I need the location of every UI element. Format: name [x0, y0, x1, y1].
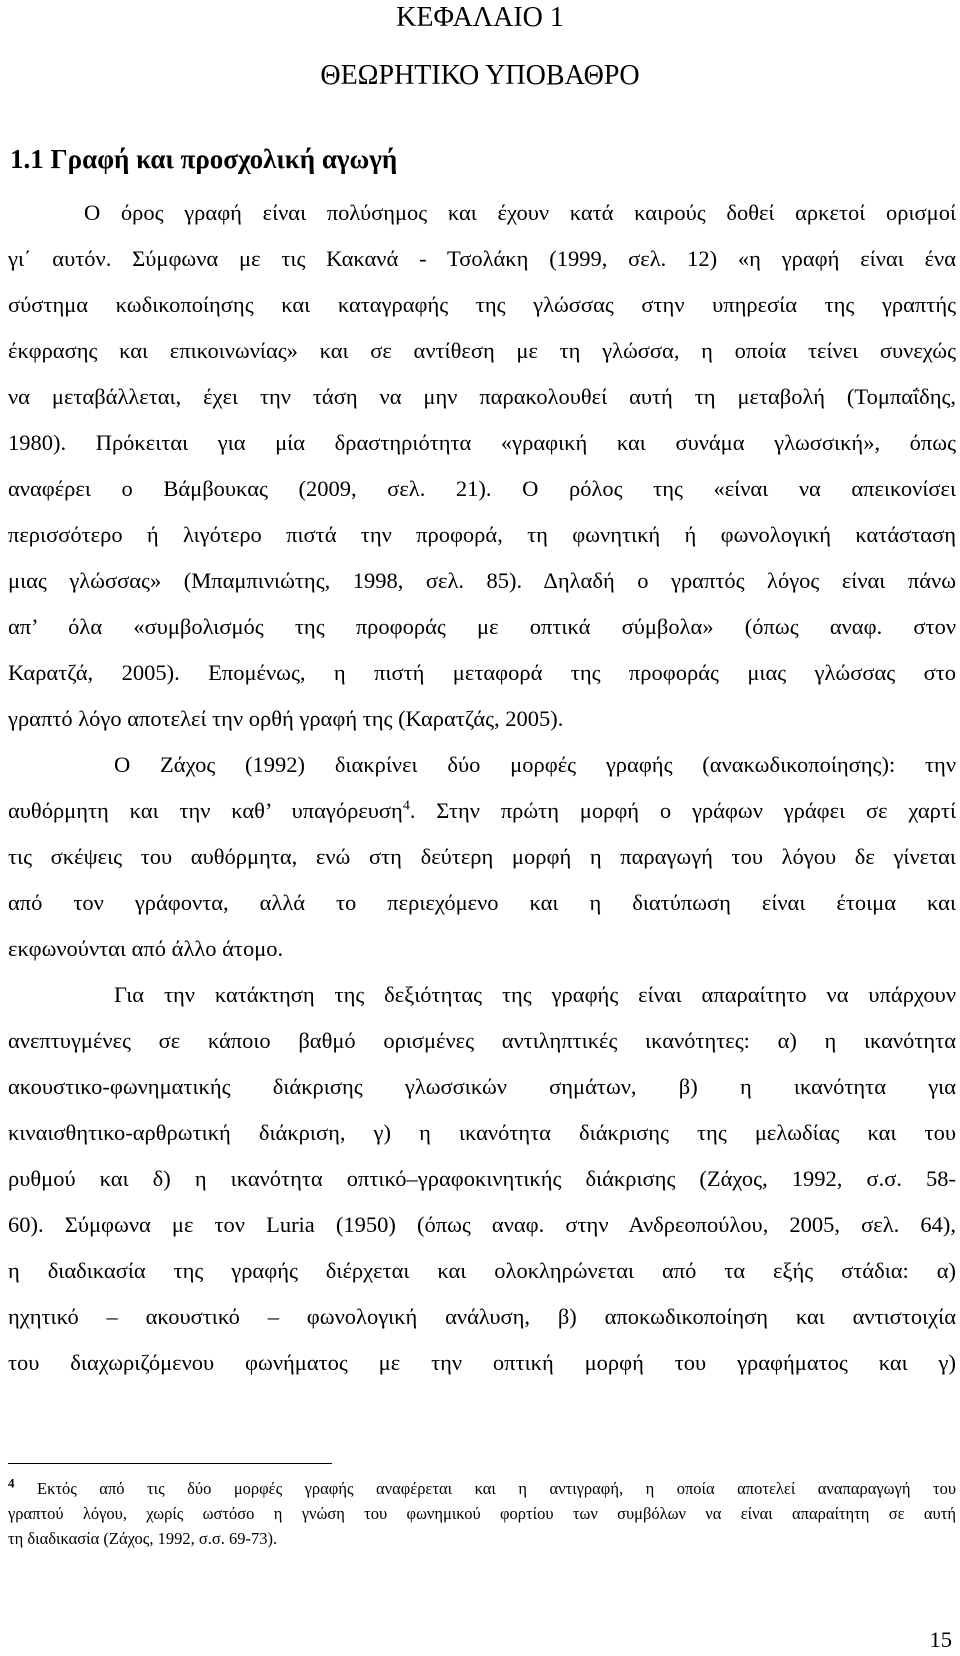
paragraph-line: γραπτό λόγο αποτελεί την ορθή γραφή της (Καρατζάς, 2005).	[8, 706, 564, 731]
paragraph-line: αναφέρει ο Βάμβουκας (2009, σελ. 21). Ο ρόλος της «είναι να απεικονίσει	[8, 476, 956, 501]
paragraph-line: η διαδικασία της γραφής διέρχεται και ολοκληρώνεται από τα εξής στάδια: α)	[8, 1258, 956, 1283]
paragraph-line: εκφωνούνται από άλλο άτομο.	[8, 936, 284, 961]
paragraph-line: Για την κατάκτηση της δεξιότητας της γραφής είναι απαραίτητο να υπάρχουν	[114, 982, 956, 1007]
paragraph-line: κιναισθητικο-αρθρωτική διάκριση, γ) η ικανότητα διάκρισης της μελωδίας και του	[8, 1120, 956, 1145]
paragraph-line: 1980). Πρόκειται για μία δραστηριότητα «γραφική και συνάμα γλωσσική», όπως	[8, 430, 956, 455]
paragraph-line	[8, 797, 956, 825]
paragraph-line: από τον γράφοντα, αλλά το περιεχόμενο και η διατύπωση είναι έτοιμα και	[8, 890, 956, 915]
paragraph-line: 60). Σύμφωνα με τον Luria (1950) (όπως αναφ. στην Ανδρεοπούλου, 2005, σελ. 64),	[8, 1212, 956, 1237]
paragraph-line: ακουστικο-φωνηματικής διάκρισης γλωσσικών σημάτων, β) η ικανότητα για	[8, 1074, 956, 1099]
paragraph-line: έκφρασης και επικοινωνίας» και σε αντίθεση με τη γλώσσα, η οποία τείνει συνεχώς	[8, 338, 956, 363]
footnote-reference: 4	[402, 798, 410, 814]
footnote-text: Εκτός από τις δύο μορφές γραφής αναφέρεται και η αντιγραφή, η οποία αποτελεί αναπαραγωγή του	[14, 1479, 956, 1498]
paragraph-line: τις σκέψεις του αυθόρμητα, ενώ στη δεύτερη μορφή η παραγωγή του λόγου δε γίνεται	[8, 844, 956, 869]
paragraph-line: γι΄ αυτόν. Σύμφωνα με τις Κακανά - Τσολάκη (1999, σελ. 12) «η γραφή είναι ένα	[8, 246, 956, 271]
paragraph-line: περισσότερο ή λιγότερο πιστά την προφορά, τη φωνητική ή φωνολογική κατάσταση	[8, 522, 956, 547]
chapter-subtitle: ΘΕΩΡΗΤΙΚΟ ΥΠΟΒΑΘΡΟ	[320, 60, 640, 91]
paragraph-text: αυθόρμητη και την καθ’ υπαγόρευση	[8, 798, 403, 823]
paragraph-text: . Στην πρώτη μορφή ο γράφων γράφει σε χαρτί	[409, 798, 956, 823]
paragraph-line: Ο Ζάχος (1992) διακρίνει δύο μορφές γραφής (ανακωδικοποίησης): την	[114, 752, 956, 777]
paragraph-line: ηχητικό – ακουστικό – φωνολογική ανάλυση, β) αποκωδικοποίηση και αντιστοιχία	[8, 1304, 956, 1329]
section-heading: 1.1 Γραφή και προσχολική αγωγή	[10, 144, 398, 174]
footnote-line	[8, 1475, 956, 1500]
paragraph-line: απ’ όλα «συμβολισμός της προφοράς με οπτικά σύμβολα» (όπως αναφ. στον	[8, 614, 956, 639]
paragraph-line: ανεπτυγμένες σε κάποιο βαθμό ορισμένες αντιληπτικές ικανότητες: α) η ικανότητα	[8, 1028, 956, 1053]
page-number: 15	[929, 1627, 952, 1652]
paragraph-line: του διαχωριζόμενου φωνήματος με την οπτική μορφή του γραφήματος και γ)	[8, 1350, 956, 1375]
footnote-line: τη διαδικασία (Ζάχος, 1992, σ.σ. 69-73).	[8, 1529, 278, 1548]
paragraph-line: ρυθμού και δ) η ικανότητα οπτικό–γραφοκινητικής διάκρισης (Ζάχος, 1992, σ.σ. 58-	[8, 1166, 956, 1191]
footnote-divider	[8, 1463, 332, 1464]
paragraph-line: Καρατζά, 2005). Επομένως, η πιστή μεταφορά της προφοράς μιας γλώσσας στο	[8, 660, 956, 685]
footnote-number: 4	[8, 1475, 15, 1491]
footnote-line: γραπτού λόγου, χωρίς ωστόσο η γνώση του φωνημικού φορτίου των συμβόλων να είναι απαραίτητη σε αυτή	[8, 1504, 956, 1523]
chapter-title: ΚΕΦΑΛΑΙΟ 1	[396, 2, 564, 33]
paragraph-line: σύστημα κωδικοποίησης και καταγραφής της γλώσσας στην υπηρεσία της γραπτής	[8, 292, 956, 317]
paragraph-line: Ο όρος γραφή είναι πολύσημος και έχουν κατά καιρούς δοθεί αρκετοί ορισμοί	[84, 200, 956, 225]
paragraph-line: μιας γλώσσας» (Μπαμπινιώτης, 1998, σελ. 85). Δηλαδή ο γραπτός λόγος είναι πάνω	[8, 568, 956, 593]
paragraph-line: να μεταβάλλεται, έχει την τάση να μην παρακολουθεί αυτή τη μεταβολή (Τομπαΐδης,	[8, 384, 956, 409]
